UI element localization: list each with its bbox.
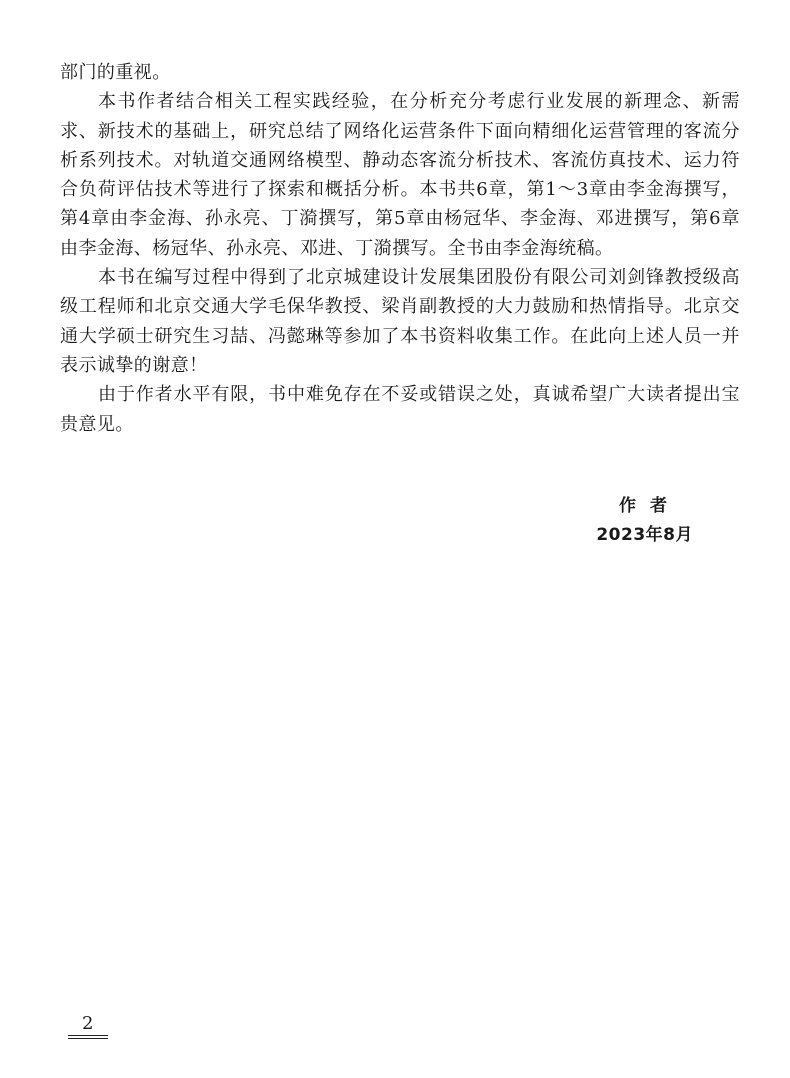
page-number-rule (68, 1035, 108, 1036)
body-text (60, 58, 740, 439)
signature-date: 2023年8月 (596, 525, 693, 545)
signature-author: 作者 (619, 496, 681, 516)
paragraph-authorship: 本书作者结合相关工程实践经验，在分析充分考虑行业发展的新理念、新需求、新技术的基础上，研究总结了网络化运营条件下面向精细化运营管理的客流分析系列技术。对轨道交通网络模型、静动态客流分析技术、客流仿真技术、运力符合负荷评估技术等进行了探索和概括分析。本书共6章，第1～3章由李金海撰写，第4章由李金海、孙永亮、丁漪撰写，第5章由杨冠华、李金海、邓进撰写，第6章由李金海、杨冠华、孙永亮、邓进、丁漪撰写。全书由李金海统稿。 (60, 91, 740, 259)
paragraph-closing: 由于作者水平有限，书中难免存在不妥或错误之处，真诚希望广大读者提出宝贵意见。 (60, 384, 740, 435)
page-number-rule-second (68, 1038, 108, 1039)
signature-block (596, 492, 693, 550)
paragraph-acknowledgements: 本书在编写过程中得到了北京城建设计发展集团股份有限公司刘剑锋教授级高级工程师和北京交通大学毛保华教授、梁肖副教授的大力鼓励和热情指导。北京交通大学硕士研究生习喆、冯懿琳等参加了本书资料收集工作。在此向上述人员一并表示诚挚的谢意！ (60, 267, 740, 376)
paragraph-continuation: 部门的重视。 (60, 62, 171, 83)
page-footer (68, 1014, 108, 1039)
page-number: 2 (82, 1013, 94, 1034)
